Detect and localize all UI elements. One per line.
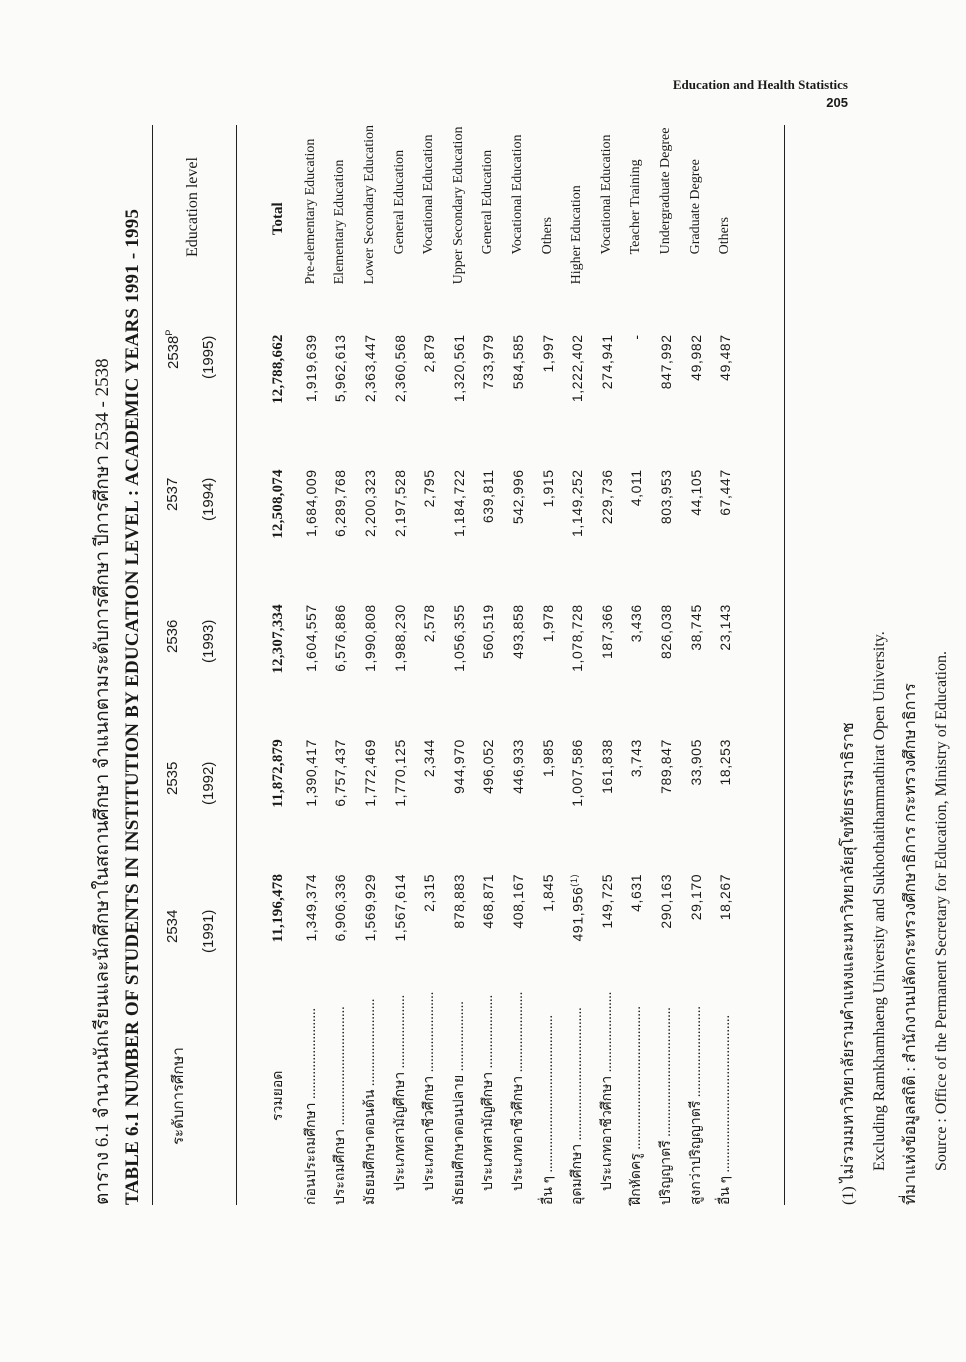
table-row [296, 125, 326, 1205]
row-label-english: Upper Secondary Education [450, 126, 466, 285]
cell-value: 38,745 [687, 604, 704, 651]
year-be-0: 2534 [164, 909, 181, 943]
row-label-thai: ประเภทสามัญศึกษา ..................... [481, 994, 497, 1191]
cell-value [562, 852, 592, 987]
table-row [355, 125, 385, 1205]
cell-value: 733,979 [480, 334, 497, 390]
cell-value: 803,953 [657, 469, 674, 525]
cell-value: 1,149,252 [569, 469, 586, 537]
cell-value: 2,879 [421, 334, 438, 373]
table-row [592, 125, 622, 1205]
cell-value: 2,363,447 [361, 334, 378, 403]
row-label-english: Others [717, 217, 733, 255]
cell-value: 12,788,662 [269, 334, 286, 404]
cell-value: 446,933 [509, 739, 526, 794]
cell-value: 1,222,402 [569, 334, 586, 403]
year-ce-4: (1995) [200, 335, 217, 379]
page-number: 205 [826, 95, 848, 110]
year-ce-1: (1992) [200, 761, 217, 805]
row-label-thai: สูงกว่าปริญญาตรี .......................... [688, 1006, 704, 1205]
source-english: Source : Office of the Permanent Secretary for Education, Ministry of Education. [933, 651, 950, 1171]
row-label-thai: อื่น ๆ ............................................. [718, 1015, 734, 1205]
row-label-thai: ก่อนประถมศึกษา .......................... [303, 1007, 319, 1205]
cell-value: 496,052 [480, 739, 497, 794]
cell-value-text: 491,956 [569, 886, 586, 942]
cell-value: 1,007,586 [569, 739, 586, 807]
row-label-english: Pre-elementary Education [302, 138, 318, 285]
cell-value: 1,604,557 [302, 604, 319, 672]
year-ce-3: (1994) [200, 477, 217, 521]
cell-value: 1,997 [539, 334, 556, 373]
cell-value: 2,315 [421, 873, 438, 912]
cell-value: 2,197,528 [391, 469, 408, 537]
cell-value: 1,390,417 [302, 739, 319, 807]
cell-value: 944,970 [450, 739, 467, 794]
cell-value: 1,990,808 [361, 604, 378, 672]
bottom-rule [784, 125, 785, 1205]
table-title-thai: ตาราง 6.1 จำนวนนักเรียนและนักศึกษาในสถานศึกษา จำแนกตามระดับการศึกษา ปีการศึกษา 2534 - 2538 [92, 358, 113, 1205]
cell-value: 29,170 [687, 873, 704, 921]
table-row [260, 125, 296, 1205]
year-ce-0: (1991) [200, 909, 217, 953]
cell-value: 4,011 [628, 469, 645, 507]
cell-value: 6,906,336 [332, 873, 349, 942]
row-label-thai: ประเภทสามัญศึกษา ..................... [392, 994, 408, 1191]
data-table [260, 125, 740, 1205]
cell-value: 6,576,886 [332, 604, 349, 672]
table-row [710, 125, 740, 1205]
cell-value: 789,847 [657, 739, 674, 794]
table-row [562, 125, 592, 1205]
footnotes [833, 631, 957, 1205]
table-row [681, 125, 711, 1205]
cell-value: 560,519 [480, 604, 497, 659]
cell-value: 161,838 [598, 739, 615, 794]
cell-value: 1,078,728 [569, 604, 586, 672]
top-rule [152, 125, 153, 1205]
row-label-thai: ประถมศึกษา .................................. [333, 1006, 349, 1205]
cell-value: 1,320,561 [450, 334, 467, 403]
cell-value: 11,872,879 [269, 739, 286, 808]
cell-value: 23,143 [717, 604, 734, 651]
column-label-thai: ระดับการศึกษา [171, 1047, 187, 1145]
row-label-english: Vocational Education [421, 134, 437, 255]
row-label-thai: ปริญญาตรี ..................................... [658, 1007, 674, 1205]
row-label-english: Vocational Education [598, 134, 614, 255]
row-label-english: Vocational Education [509, 134, 525, 255]
cell-value: 468,871 [480, 873, 497, 929]
cell-value: 1,770,125 [391, 739, 408, 807]
cell-value: 3,436 [628, 604, 645, 643]
cell-value: 33,905 [687, 739, 704, 786]
year-be-2: 2536 [164, 619, 181, 653]
cell-value: 639,811 [480, 469, 497, 524]
cell-value: 1,919,639 [302, 334, 319, 403]
cell-value: 1,184,722 [450, 469, 467, 537]
cell-value: 49,982 [687, 334, 704, 381]
cell-value: 2,360,568 [391, 334, 408, 403]
cell-value: 847,992 [657, 334, 674, 390]
cell-value: 1,349,374 [302, 873, 319, 942]
cell-value: 67,447 [717, 469, 734, 516]
cell-value: 1,985 [539, 739, 556, 778]
table-row [326, 125, 356, 1205]
row-label-thai: ประเภทอาชีวศึกษา ....................... [510, 991, 526, 1191]
row-label-english: Higher Education [569, 185, 585, 285]
cell-value: 2,200,323 [361, 469, 378, 537]
cell-value: 1,845 [539, 873, 556, 912]
row-label-english: Graduate Degree [687, 159, 703, 255]
table-row [503, 125, 533, 1205]
table-row [444, 125, 474, 1205]
row-label-english: Total [269, 202, 286, 236]
year-be-4: $2538^P$ [164, 329, 182, 369]
table-row [414, 125, 444, 1205]
cell-value: 1,915 [539, 469, 556, 508]
table-row [533, 125, 563, 1205]
footnote-1-thai: (1) ไม่รวมมหาวิทยาลัยรามคำแหงและมหาวิทยาลัยสุโขทัยธรรมาธิราช [840, 722, 857, 1205]
cell-value: 408,167 [509, 873, 526, 929]
table-row [474, 125, 504, 1205]
table-title [88, 85, 148, 1205]
rotated-table-page [88, 85, 950, 1205]
footnote-1-english: Excluding Ramkhamhaeng University and Sukhothaithammathirat Open University. [871, 631, 888, 1171]
cell-value: 12,508,074 [269, 469, 286, 539]
year-be-3: 2537 [164, 477, 181, 511]
table-row [651, 125, 681, 1205]
cell-value: 493,858 [509, 604, 526, 659]
cell-value: 878,883 [450, 873, 467, 929]
cell-value: 1,978 [539, 604, 556, 643]
cell-value: 44,105 [687, 469, 704, 516]
cell-value: 4,631 [628, 873, 645, 912]
year-ce-2: (1993) [200, 619, 217, 663]
column-label-english: Education level [184, 157, 201, 257]
cell-value: 2,795 [421, 469, 438, 508]
cell-value: 1,567,614 [391, 873, 408, 942]
row-label-thai: มัธยมศึกษาตอนปลาย .................... [451, 1001, 467, 1205]
row-label-english: General Education [391, 149, 407, 255]
cell-value: 18,253 [717, 739, 734, 786]
row-label-english: Others [539, 217, 555, 255]
row-label-thai: ประเภทอาชีวศึกษา ....................... [422, 991, 438, 1191]
cell-value: 49,487 [717, 334, 734, 381]
row-label-thai: มัธยมศึกษาตอนต้น ......................... [362, 998, 378, 1205]
cell-value: 1,569,929 [361, 873, 378, 942]
header-rule [236, 125, 237, 1205]
row-label-thai: ฝึกหัดครู ......................................... [629, 1006, 645, 1205]
row-label-english: Elementary Education [332, 159, 348, 285]
cell-value: 3,743 [628, 739, 645, 778]
row-label-english: Undergraduate Degree [657, 127, 673, 255]
cell-value: 6,757,437 [332, 739, 349, 807]
table-row [622, 125, 652, 1205]
cell-value: 1,772,469 [361, 739, 378, 807]
cell-value: 584,585 [509, 334, 526, 390]
cell-value: 149,725 [598, 873, 615, 929]
cell-value: - [628, 334, 645, 340]
cell-value: 12,307,334 [269, 604, 286, 674]
cell-value: 1,684,009 [302, 469, 319, 537]
cell-value: 826,038 [657, 604, 674, 659]
row-label-thai: อุดมศึกษา ...................................... [570, 1007, 586, 1205]
row-label-thai: ประเภทอาชีวศึกษา ....................... [599, 991, 615, 1191]
row-label-english: General Education [480, 149, 496, 255]
row-label-english: Lower Secondary Education [361, 125, 377, 285]
row-label-english: Teacher Training [628, 159, 644, 255]
year-be-1: 2535 [164, 761, 181, 795]
source-thai: ที่มาแห่งข้อมูลสถิติ : สำนักงานปลัดกระทรวงศึกษาธิการ กระทรวงศึกษาธิการ [902, 683, 919, 1205]
cell-value: 5,962,613 [332, 334, 349, 403]
cell-value: 290,163 [657, 873, 674, 929]
cell-value: 274,941 [598, 334, 615, 390]
footnote-marker: (1) [568, 873, 579, 887]
cell-value: 2,344 [421, 739, 438, 778]
table-title-english: TABLE 6.1 NUMBER OF STUDENTS IN INSTITUTION BY EDUCATION LEVEL : ACADEMIC YEARS 1991 - 1995 [122, 208, 143, 1205]
cell-value: 187,366 [598, 604, 615, 659]
row-label-thai: อื่น ๆ ............................................. [540, 1015, 556, 1205]
cell-value: 18,267 [717, 873, 734, 921]
running-header-title: Education and Health Statistics [672, 77, 848, 92]
cell-value: 542,996 [509, 469, 526, 525]
cell-value: 1,988,230 [391, 604, 408, 672]
row-label-thai: รวมยอด [271, 1070, 286, 1121]
cell-value: 1,056,355 [450, 604, 467, 672]
cell-value: 6,289,768 [332, 469, 349, 537]
cell-value: 2,578 [421, 604, 438, 643]
cell-value: 229,736 [598, 469, 615, 525]
table-row [385, 125, 415, 1205]
cell-value: 11,196,478 [269, 873, 286, 943]
